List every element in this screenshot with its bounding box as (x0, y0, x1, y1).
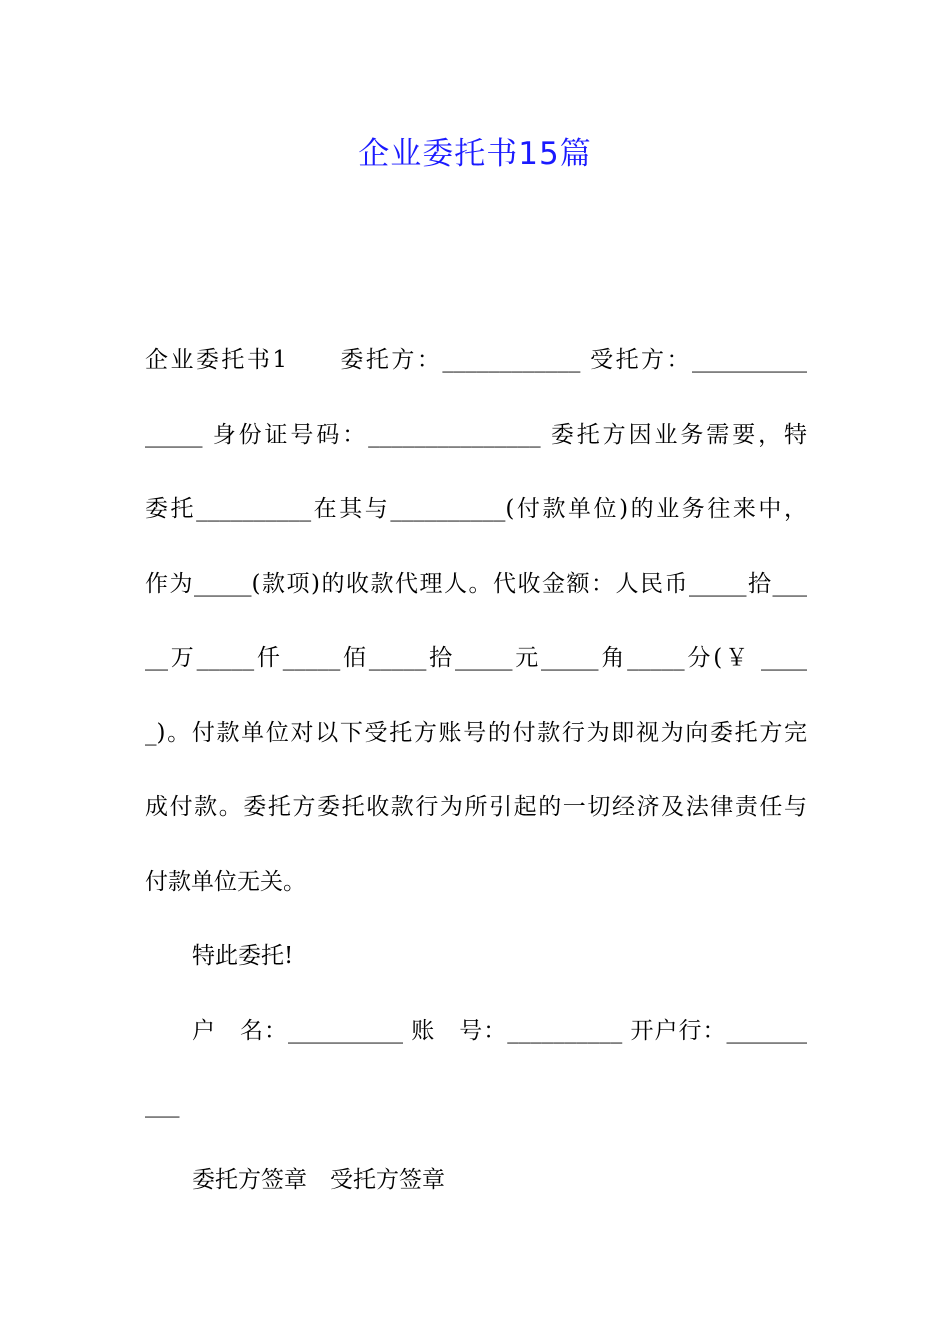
paragraph-line: 付款单位无关。 (145, 869, 306, 895)
account-info-line: 户 名：__________ 账 号：__________ 开户行：_______ (192, 1018, 807, 1044)
paragraph-line: 企业委托书1 委托方：____________ 受托方：__________ (145, 347, 807, 373)
paragraph-line: 作为_____(款项)的收款代理人。代收金额：人民币_____拾___ (145, 571, 807, 597)
document-title: 企业委托书15篇 (358, 136, 592, 172)
paragraph-line: _)。付款单位对以下受托方账号的付款行为即视为向委托方完 (145, 720, 807, 746)
paragraph-line: 委托__________在其与__________(付款单位)的业务往来中， (145, 496, 807, 522)
paragraph-line: 成付款。委托方委托收款行为所引起的一切经济及法律责任与 (145, 794, 807, 820)
closing-phrase: 特此委托! (192, 943, 294, 969)
signature-line: 委托方签章 受托方签章 (192, 1167, 445, 1193)
paragraph-line: _____ 身份证号码：_______________ 委托方因业务需要，特 (145, 422, 807, 448)
paragraph-line: __万_____仟_____佰_____拾_____元_____角_____分(￥ ____ (145, 645, 807, 671)
account-info-line: ___ (145, 1092, 180, 1118)
